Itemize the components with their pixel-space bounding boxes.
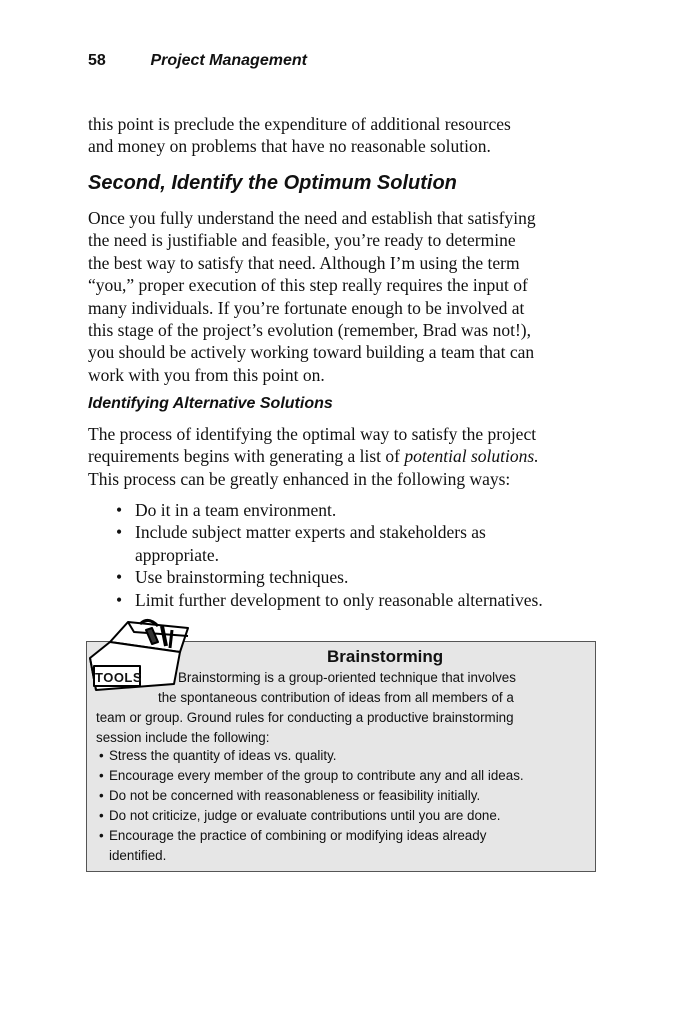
sidebar-list-item xyxy=(99,766,591,786)
sidebar-list-item xyxy=(99,786,591,806)
subsection-line-text: requirements begins with generating a list of xyxy=(88,446,405,467)
list-item xyxy=(112,521,612,566)
sidebar-line: the spontaneous contribution of ideas from all members of a xyxy=(158,690,514,705)
sidebar-list-item xyxy=(99,806,591,826)
intro-paragraph xyxy=(88,113,600,158)
subsection-paragraph xyxy=(88,423,600,490)
section-line: the need is justifiable and feasible, you’re ready to determine xyxy=(88,230,516,251)
list-item-text: Include subject matter experts and stakeholders as xyxy=(135,522,486,543)
sidebar-title: Brainstorming xyxy=(327,647,444,666)
bullet-icon: • xyxy=(99,828,104,843)
section-line: you should be actively working toward building a team that can xyxy=(88,342,535,363)
sidebar-list-item xyxy=(99,826,591,866)
section-line: work with you from this point on. xyxy=(88,364,325,385)
subsection-line xyxy=(88,445,600,467)
list-item xyxy=(112,566,612,588)
list-item-text: Do it in a team environment. xyxy=(135,500,337,520)
intro-line: this point is preclude the expenditure of additional resources xyxy=(88,114,511,134)
list-item-text: Use brainstorming techniques. xyxy=(135,567,349,588)
list-item xyxy=(112,589,612,611)
sidebar-line: Brainstorming is a group-oriented technique that involves xyxy=(178,670,516,685)
running-title: Project Management xyxy=(150,52,307,69)
sidebar-list-item-text: Stress the quantity of ideas vs. quality. xyxy=(109,748,337,763)
section-line: many individuals. If you’re fortunate enough to be involved at xyxy=(88,297,525,318)
bullet-icon: • xyxy=(116,589,123,610)
bullet-icon: • xyxy=(116,522,123,543)
tools-label: TOOLS xyxy=(95,670,143,685)
section-line: this stage of the project’s evolution (remember, Brad was not!), xyxy=(88,320,531,341)
section-line: “you,” proper execution of this step really requires the input of xyxy=(88,275,528,296)
bullet-icon: • xyxy=(99,768,104,783)
list-item-text: Limit further development to only reasonable alternatives. xyxy=(135,589,543,610)
sidebar-line: team or group. Ground rules for conducting a productive brainstorming xyxy=(96,710,514,725)
subsection-line: The process of identifying the optimal way to satisfy the project xyxy=(88,424,537,444)
bullet-icon: • xyxy=(116,500,123,520)
section-heading: Second, Identify the Optimum Solution xyxy=(88,172,457,194)
sidebar-list-item-text: Do not criticize, judge or evaluate contributions until you are done. xyxy=(109,808,501,823)
subsection-heading: Identifying Alternative Solutions xyxy=(88,395,333,412)
list-item-text-cont: appropriate. xyxy=(135,544,220,565)
sidebar-paragraph xyxy=(96,668,591,748)
bullet-icon: • xyxy=(99,748,104,763)
section-paragraph xyxy=(88,207,600,386)
sidebar-list-item-text: Encourage every member of the group to contribute any and all ideas. xyxy=(109,768,524,783)
running-head xyxy=(88,52,307,70)
bullet-icon: • xyxy=(99,788,104,803)
sidebar-bullet-list xyxy=(99,746,591,866)
emphasis-text: potential solutions. xyxy=(404,446,539,467)
subsection-line: This process can be greatly enhanced in the following ways: xyxy=(88,468,511,489)
page-number: 58 xyxy=(88,52,106,69)
bullet-list xyxy=(112,499,612,611)
sidebar-list-item-text: Do not be concerned with reasonableness or feasibility initially. xyxy=(109,788,481,803)
sidebar-line: session include the following: xyxy=(96,730,270,745)
list-item xyxy=(112,499,612,521)
bullet-icon: • xyxy=(99,808,104,823)
sidebar-list-item-text: Encourage the practice of combining or modifying ideas already xyxy=(109,828,487,843)
intro-line: and money on problems that have no reasonable solution. xyxy=(88,136,491,157)
section-line: Once you fully understand the need and establish that satisfying xyxy=(88,208,536,228)
sidebar-list-item xyxy=(99,746,591,766)
sidebar-list-item-text-cont: identified. xyxy=(109,848,167,863)
section-line: the best way to satisfy that need. Although I’m using the term xyxy=(88,252,520,273)
bullet-icon: • xyxy=(116,567,123,588)
